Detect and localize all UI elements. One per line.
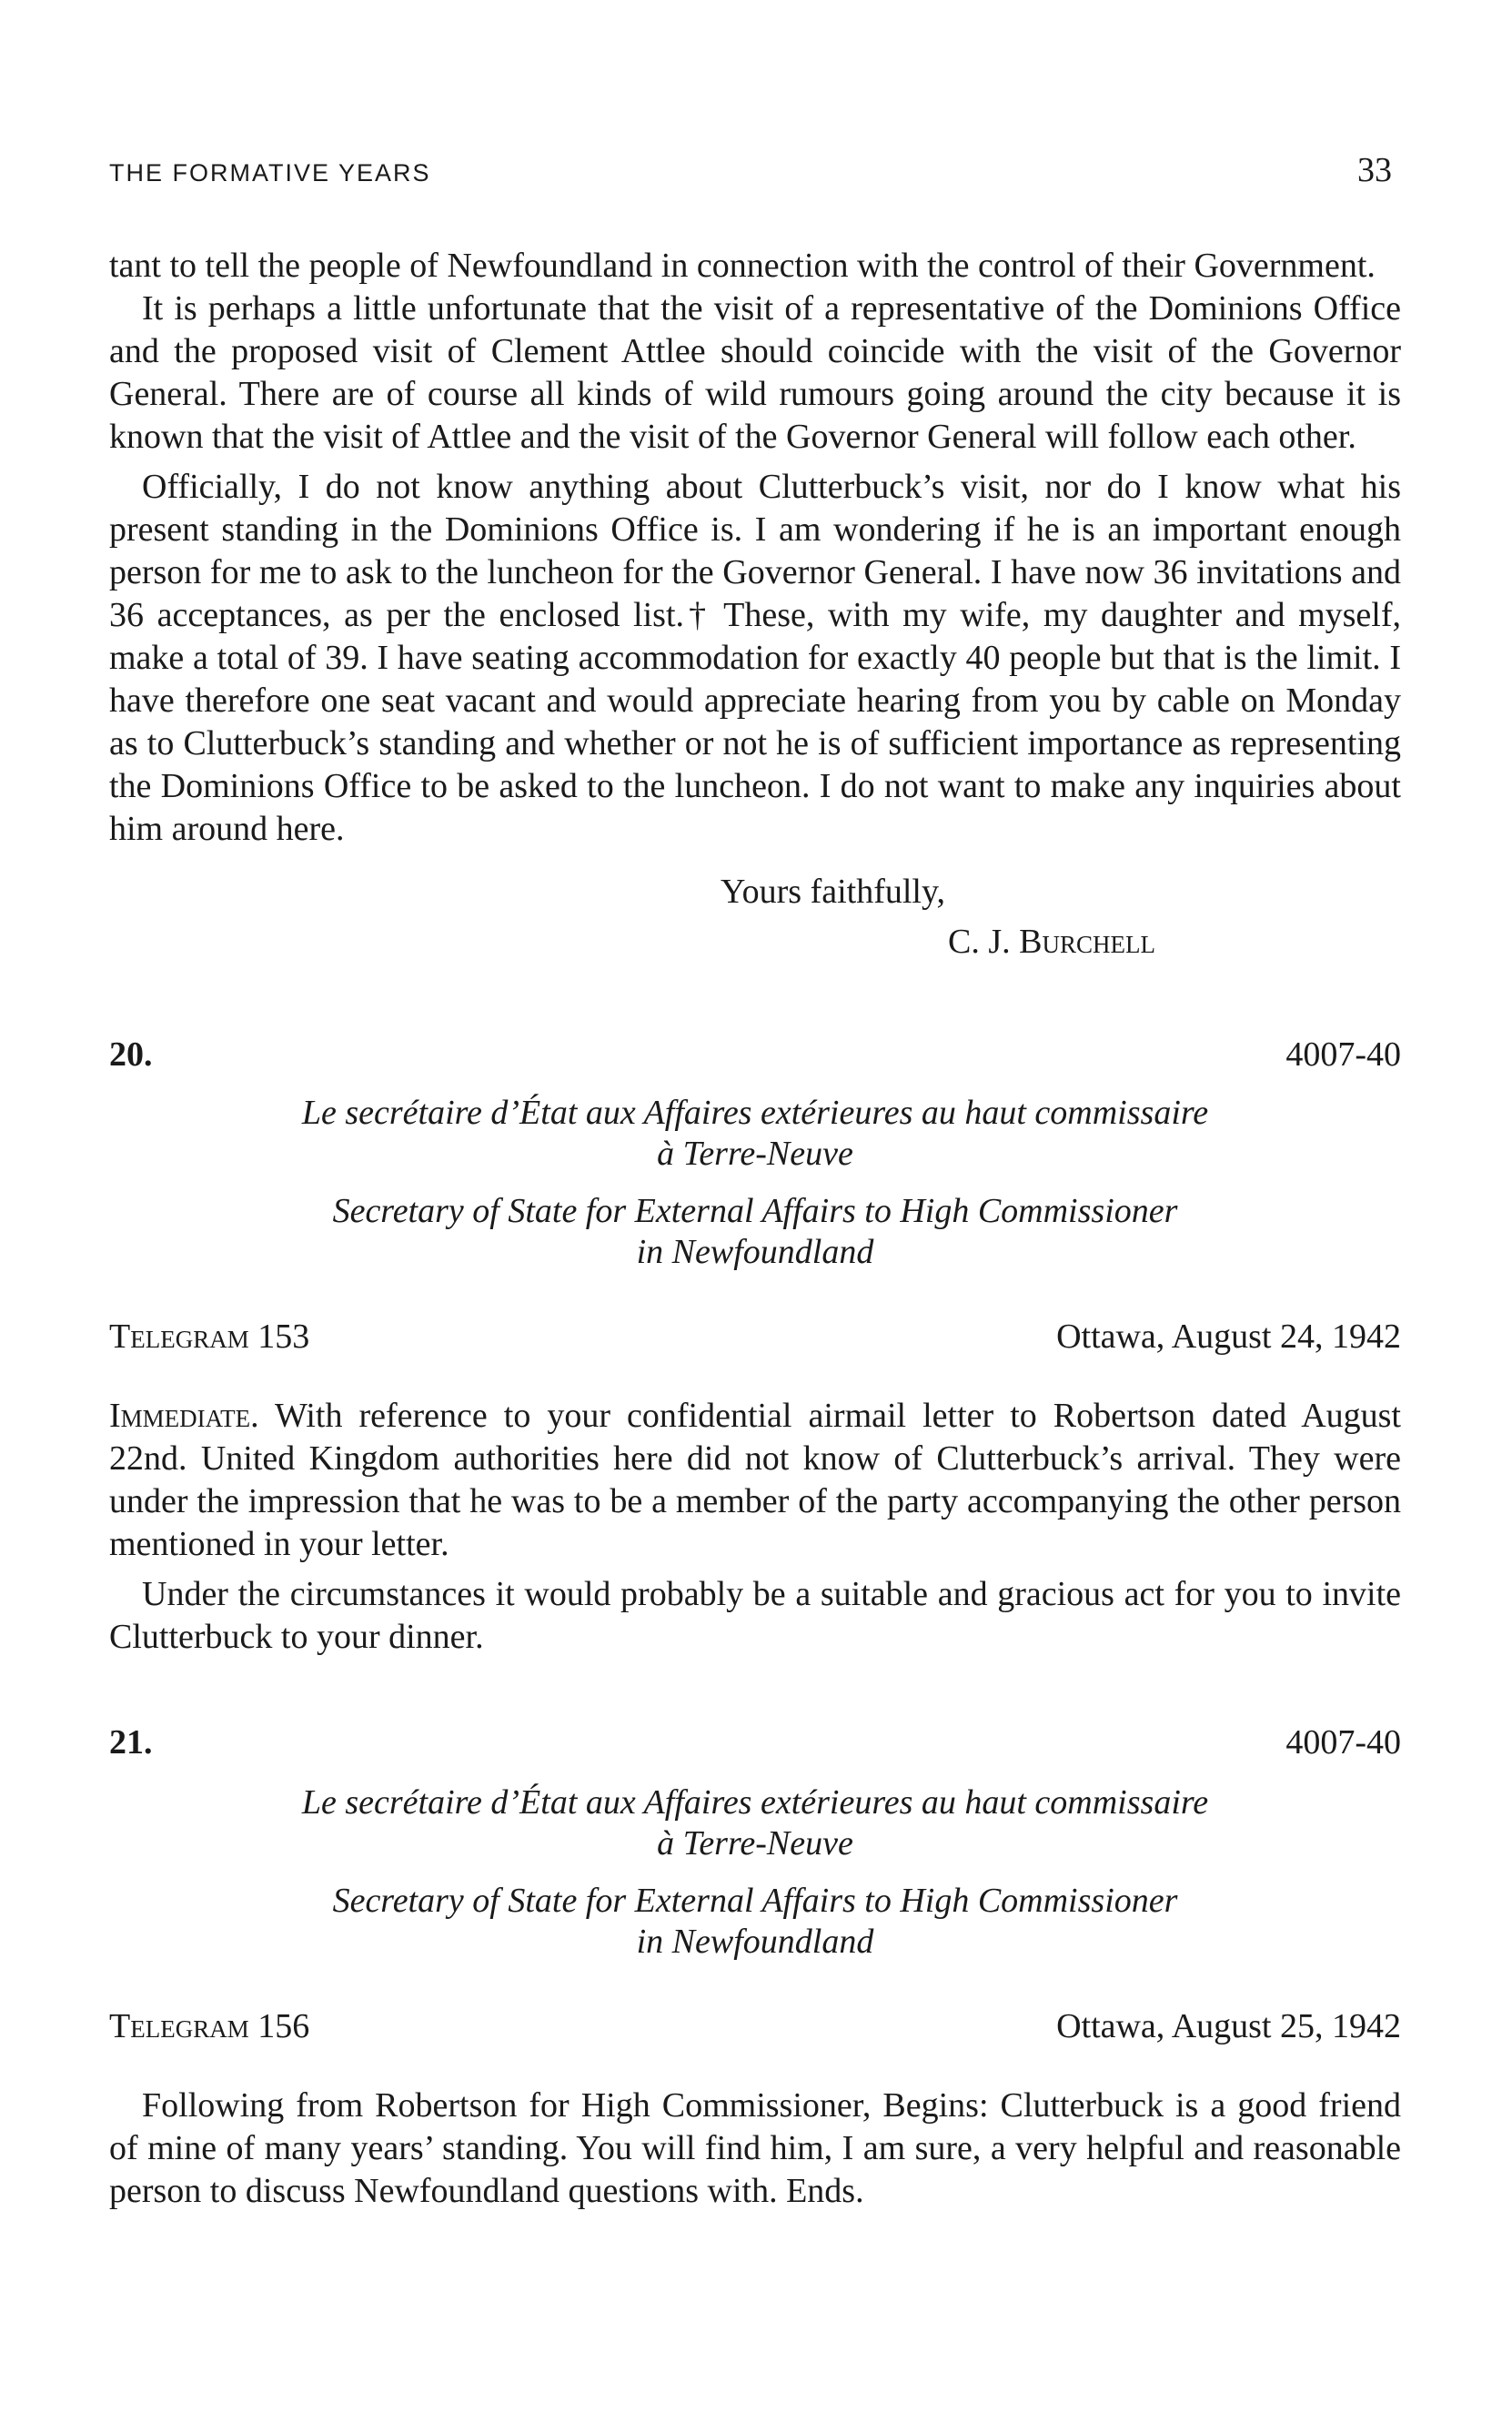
title-english: Secretary of State for External Affairs to High Commissioner bbox=[332, 1192, 1178, 1230]
letter-paragraph: tant to tell the people of Newfoundland in connection with the control of their Government. bbox=[109, 247, 1376, 285]
complimentary-close: Yours faithfully, bbox=[721, 873, 946, 911]
document-header bbox=[109, 1722, 1401, 1762]
page-number: 33 bbox=[1357, 151, 1392, 189]
title-french-line2: à Terre-Neuve bbox=[657, 1135, 853, 1173]
telegram-paragraph: Under the circumstances it would probably be a suitable and gracious act for you to invite Clutterbuck to your dinner. bbox=[109, 1575, 1401, 1656]
file-reference: 4007-40 bbox=[1285, 1035, 1401, 1074]
telegram-paragraph: Following from Robertson for High Commissioner, Begins: Clutterbuck is a good friend of mine of many years’ standing. You will find him, I am sure, a very helpful and reasonable person to discuss Newfoundland questions with. Ends. bbox=[109, 2086, 1401, 2210]
title-english-line2: in Newfoundland bbox=[636, 1923, 874, 1961]
title-french: Le secrétaire d’État aux Affaires extérieures au haut commissaire bbox=[301, 1783, 1209, 1822]
telegram-number: Telegram 153 bbox=[109, 1317, 310, 1356]
letter-continuation bbox=[109, 245, 1401, 964]
document-number: 21. bbox=[109, 1723, 153, 1762]
document-header bbox=[109, 1035, 1401, 1075]
document-page bbox=[109, 150, 1401, 2213]
title-english-line2: in Newfoundland bbox=[636, 1233, 874, 1271]
document-title bbox=[109, 1093, 1401, 1273]
telegram-line bbox=[109, 1317, 1401, 1357]
lead-in: Immediate. bbox=[109, 1397, 259, 1435]
telegram-line bbox=[109, 2006, 1401, 2046]
document-20 bbox=[109, 1035, 1401, 1659]
letter-paragraph: It is perhaps a little unfortunate that the visit of a representative of the Dominions Office and the proposed visit of Clement Attlee should coincide with the visit of the Governor General. There are of course all kinds of wild rumours going around the city because it is known that the visit of Attlee and the visit of the Governor General will follow each other. bbox=[109, 289, 1401, 456]
running-head bbox=[109, 150, 1401, 190]
title-english: Secretary of State for External Affairs to High Commissioner bbox=[332, 1882, 1178, 1920]
file-reference: 4007-40 bbox=[1285, 1723, 1401, 1762]
title-french-line2: à Terre-Neuve bbox=[657, 1824, 853, 1863]
running-title: THE FORMATIVE YEARS bbox=[109, 159, 431, 187]
letter-paragraph: Officially, I do not know anything about Clutterbuck’s visit, nor do I know what his present standing in the Dominions Office is. I am wondering if he is an important enough person for me to ask to the luncheon for the Governor General. I have now 36 invitations and 36 acceptances, as per the enclosed list.† These, with my wife, my daughter and myself, make a total of 39. I have seating accommodation for exactly 40 people but that is the limit. I have therefore one seat vacant and would appreciate hearing from you by cable on Monday as to Clutterbuck’s standing and whether or not he is of sufficient importance as representing the Dominions Office to be asked to the luncheon. I do not want to make any inquiries about him around here. bbox=[109, 468, 1401, 848]
place-date: Ottawa, August 24, 1942 bbox=[1056, 1317, 1401, 1356]
document-title bbox=[109, 1782, 1401, 1963]
telegram-paragraph bbox=[109, 1395, 1401, 1566]
title-french: Le secrétaire d’État aux Affaires extérieures au haut commissaire bbox=[301, 1094, 1209, 1132]
telegram-text: With reference to your confidential airmail letter to Robertson dated August 22nd. United Kingdom authorities here did not know of Clutterbuck’s arrival. They were under the impression that he was to be a member of the party accompanying the other person mentioned in your letter. bbox=[109, 1397, 1401, 1563]
document-number: 20. bbox=[109, 1035, 153, 1074]
signature: C. J. Burchell bbox=[948, 923, 1155, 961]
document-21 bbox=[109, 1722, 1401, 2213]
telegram-number: Telegram 156 bbox=[109, 2007, 310, 2045]
letter-closing bbox=[721, 871, 1401, 964]
place-date: Ottawa, August 25, 1942 bbox=[1056, 2007, 1401, 2045]
